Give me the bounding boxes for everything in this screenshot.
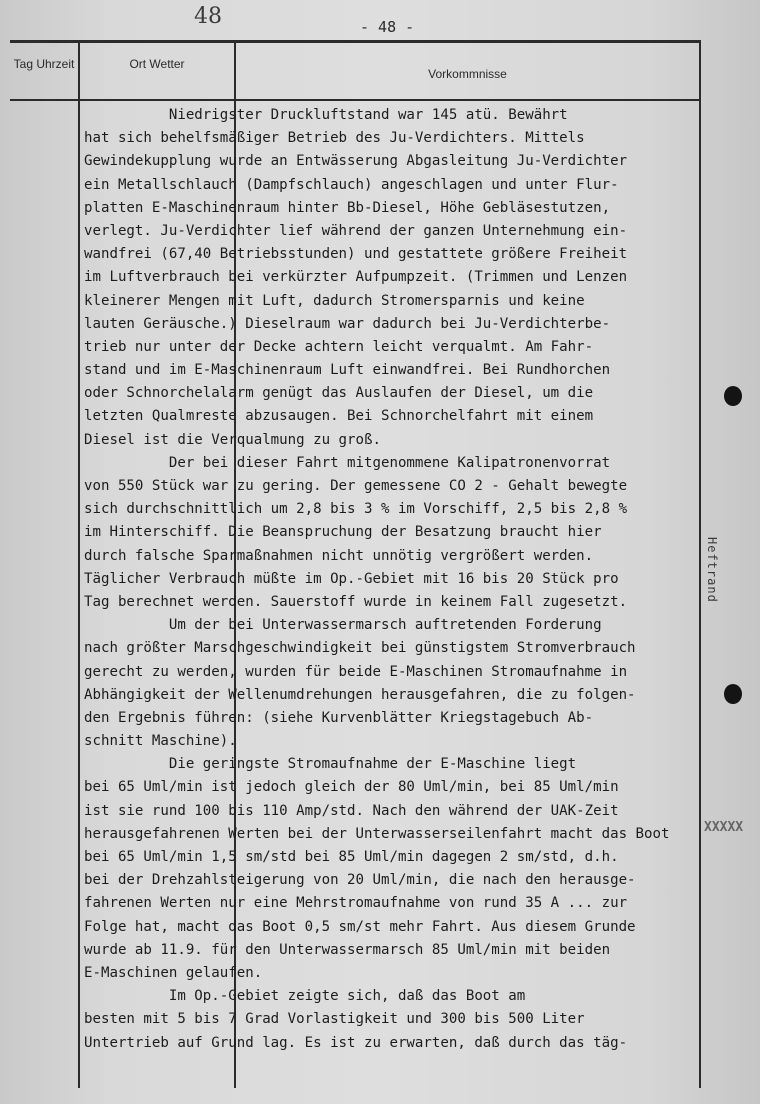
text-line: nach größter Marschgeschwindigkeit bei günstigstem Stromverbrauch: [84, 640, 636, 657]
margin-note-heftrand: Heftrand: [705, 537, 719, 603]
text-line: oder Schnorchelalarm genügt das Auslaufen der Diesel, um die: [84, 385, 594, 402]
text-line: Im Op.-Gebiet zeigte sich, daß das Boot am: [84, 988, 526, 1005]
table-top-rule: [10, 40, 700, 43]
text-line: E-Maschinen gelaufen.: [84, 964, 263, 981]
struck-out-text: XXXXX: [704, 820, 744, 835]
header-tag-uhrzeit: Tag Uhrzeit: [13, 57, 75, 71]
text-line: Diesel ist die Verqualmung zu groß.: [84, 431, 381, 448]
text-line: trieb nur unter der Decke achtern leicht verqualmt. Am Fahr-: [84, 338, 594, 355]
text-line: gerecht zu werden, wurden für beide E-Maschinen Stromaufnahme in: [84, 663, 628, 680]
text-line: wandfrei (67,40 Betriebsstunden) und gestattete größere Freiheit: [84, 246, 628, 263]
text-line: Gewindekupplung wurde an Entwässerung Abgasleitung Ju-Verdichter: [84, 153, 628, 170]
text-line: Niedrigster Druckluftstand war 145 atü. Bewährt: [84, 107, 568, 123]
text-line: ein Metallschlauch (Dampfschlauch) angeschlagen und unter Flur-: [84, 176, 619, 193]
text-line: wurde ab 11.9. für den Unterwassermarsch 85 Uml/min mit beiden: [84, 941, 611, 958]
handwritten-page-number: 48: [194, 4, 222, 29]
log-entry-text: [84, 104, 744, 1055]
text-line: herausgefahrenen Werten bei der Unterwasserseilenfahrt macht das Boot: [84, 825, 670, 842]
text-line: verlegt. Ju-Verdichter lief während der ganzen Unternehmung ein-: [84, 222, 628, 239]
text-line: ist sie rund 100 bis 110 Amp/std. Nach den während der UAK-Zeit: [84, 802, 619, 819]
text-line: schnitt Maschine).: [84, 733, 237, 750]
text-line: besten mit 5 bis 7 Grad Vorlastigkeit und 300 bis 500 Liter: [84, 1011, 585, 1028]
text-line: kleinerer Mengen mit Luft, dadurch Stromersparnis und keine: [84, 292, 585, 309]
punch-hole-top: [724, 386, 742, 406]
text-line: hat sich behelfsmäßiger Betrieb des Ju-Verdichters. Mittels: [84, 130, 585, 147]
punch-hole-bottom: [724, 684, 742, 704]
text-line: von 550 Stück war zu gering. Der gemessene CO 2 - Gehalt bewegte: [84, 478, 628, 494]
page-number: - 48 -: [360, 18, 415, 36]
text-line: bei der Drehzahlsteigerung von 20 Uml/min, die nach den herausge-: [84, 872, 636, 889]
text-line: letzten Qualmreste abzusaugen. Bei Schnorchelfahrt mit einem: [84, 408, 594, 425]
text-line: platten E-Maschinenraum hinter Bb-Diesel, Höhe Gebläsestutzen,: [84, 199, 611, 216]
text-line: bei 65 Uml/min ist jedoch gleich der 80 Uml/min, bei 85 Uml/min: [84, 779, 619, 796]
header-vorkommnisse: Vorkommnisse: [428, 67, 507, 81]
text-line: Täglicher Verbrauch müßte im Op.-Gebiet mit 16 bis 20 Stück pro: [84, 570, 619, 587]
text-line: Untertrieb auf Grund lag. Es ist zu erwarten, daß durch das täg-: [84, 1034, 628, 1051]
table-header-rule: [10, 99, 700, 101]
text-line: durch falsche Sparmaßnahmen nicht unnötig vergrößert werden.: [84, 547, 594, 564]
text-line: fahrenen Werten nur eine Mehrstromaufnahme von rund 35 A ... zur: [84, 895, 628, 912]
text-line: den Ergebnis führen: (siehe Kurvenblätter Kriegstagebuch Ab-: [84, 709, 594, 726]
text-line: Um der bei Unterwassermarsch auftretenden Forderung: [84, 617, 602, 634]
text-line: bei 65 Uml/min 1,5 sm/std bei 85 Uml/min dagegen 2 sm/std, d.h.: [84, 849, 619, 865]
text-line: im Hinterschiff. Die Beanspruchung der Besatzung braucht hier: [84, 524, 602, 541]
text-line: Folge hat, macht das Boot 0,5 sm/st mehr Fahrt. Aus diesem Grunde: [84, 918, 636, 935]
header-ort-wetter: Ort Wetter: [129, 57, 185, 71]
text-line: lauten Geräusche.) Dieselraum war dadurch bei Ju-Verdichterbe-: [84, 315, 611, 332]
text-line: im Luftverbrauch bei verkürzter Aufpumpzeit. (Trimmen und Lenzen: [84, 269, 628, 286]
text-line: stand und im E-Maschinenraum Luft einwandfrei. Bei Rundhorchen: [84, 362, 611, 379]
text-line: Tag berechnet werden. Sauerstoff wurde in keinem Fall zugesetzt.: [84, 593, 628, 610]
text-line: sich durchschnittlich um 2,8 bis 3 % im Vorschiff, 2,5 bis 2,8 %: [84, 501, 628, 518]
text-line: Abhängigkeit der Wellenumdrehungen herausgefahren, die zu folgen-: [84, 686, 636, 703]
column-divider-1: [78, 40, 80, 1088]
text-line: Der bei dieser Fahrt mitgenommene Kalipatronenvorrat: [84, 454, 611, 471]
text-line: Die geringste Stromaufnahme der E-Maschine liegt: [84, 756, 577, 773]
